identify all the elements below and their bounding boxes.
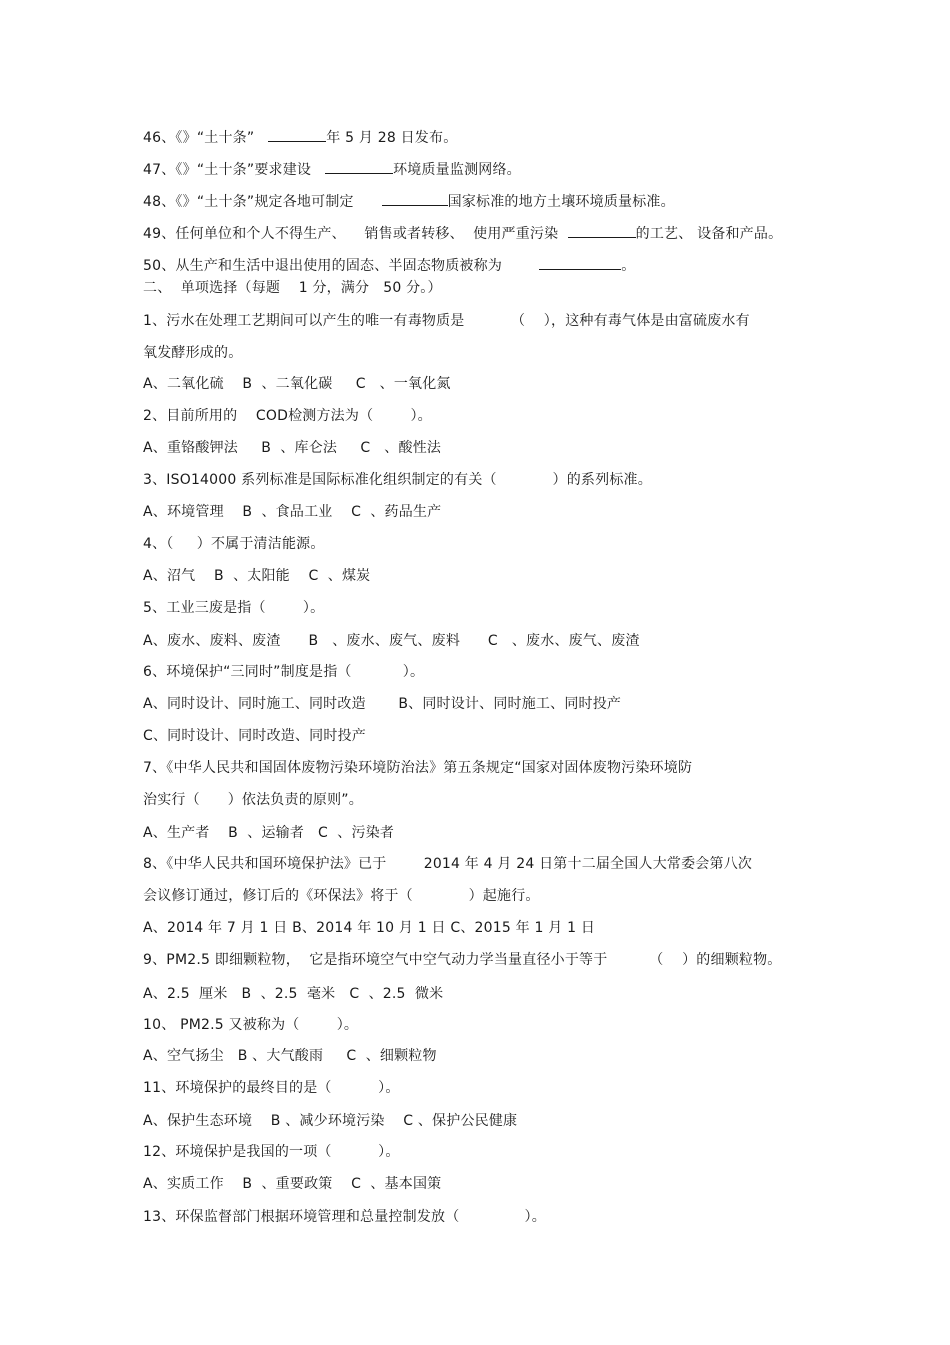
question-line: 2、目前所用的 COD检测方法为（ ）。: [143, 408, 432, 424]
fill-in-question-50: [143, 255, 635, 275]
answer-options: A、二氧化硫 B 、二氧化碳 C 、一氧化氮: [143, 376, 451, 392]
fill-in-question-48: [143, 191, 675, 211]
answer-options: A、沼气 B 、太阳能 C 、煤炭: [143, 568, 371, 584]
answer-blank: [568, 223, 636, 238]
question-line: 9、PM2.5 即细颗粒物， 它是指环境空气中空气动力学当量直径小于等于 （ ）的细颗粒物。: [143, 952, 782, 968]
question-line: 治实行（ ）依法负责的原则”。: [143, 792, 363, 808]
answer-options: A、废水、废料、废渣 B 、废水、废气、废料 C 、废水、废气、废渣: [143, 633, 640, 649]
question-line: 11、环境保护的最终目的是（ ）。: [143, 1080, 400, 1096]
answer-options: A、2.5 厘米 B 、2.5 毫米 C 、2.5 微米: [143, 986, 444, 1002]
question-line: 1、污水在处理工艺期间可以产生的唯一有毒物质是 （ ），这种有毒气体是由富硫废水有: [143, 313, 750, 329]
answer-blank: [539, 255, 621, 270]
question-text: 46、《》“土十条”: [143, 130, 269, 146]
answer-options: A、保护生态环境 B 、减少环境污染 C 、保护公民健康: [143, 1113, 518, 1129]
question-text: 年 5 月 28 日发布。: [326, 130, 458, 146]
answer-blank: [382, 191, 448, 206]
question-text: 48、《》“土十条”规定各地可制定: [143, 194, 382, 210]
answer-options: A、同时设计、同时施工、同时改造 B、同时设计、同时施工、同时投产: [143, 696, 622, 712]
question-line: 氧发酵形成的。: [143, 345, 243, 361]
question-line: 会议修订通过，修订后的《环保法》将于（ ）起施行。: [143, 888, 540, 904]
question-line: 5、工业三废是指（ ）。: [143, 600, 325, 616]
question-text: 。: [621, 258, 636, 274]
question-line: 3、ISO14000 系列标准是国际标准化组织制定的有关（ ）的系列标准。: [143, 472, 652, 488]
question-line: 7、《中华人民共和国固体废物污染环境防治法》第五条规定“国家对固体废物污染环境防: [143, 760, 693, 776]
answer-blank: [268, 127, 326, 142]
answer-options: A、空气扬尘 B 、大气酸雨 C 、细颗粒物: [143, 1048, 437, 1064]
answer-options: A、生产者 B 、运输者 C 、污染者: [143, 825, 395, 841]
answer-options: C、同时设计、同时改造、同时投产: [143, 728, 366, 744]
question-line: 13、环保监督部门根据环境管理和总量控制发放（ ）。: [143, 1209, 546, 1225]
question-line: 10、 PM2.5 又被称为（ ）。: [143, 1017, 359, 1033]
question-text: 的工艺、 设备和产品。: [635, 226, 783, 242]
fill-in-question-49: [143, 223, 782, 243]
question-text: 49、任何单位和个人不得生产、 销售或者转移、 使用严重污染: [143, 226, 568, 242]
answer-blank: [325, 159, 393, 174]
question-line: 8、《中华人民共和国环境保护法》已于 2014 年 4 月 24 日第十二届全国人大常委会第八次: [143, 856, 753, 872]
question-text: 国家标准的地方土壤环境质量标准。: [447, 194, 675, 210]
section-header: 二、 单项选择（每题 1 分，满分 50 分。）: [143, 280, 442, 296]
fill-in-question-47: [143, 159, 521, 179]
fill-in-question-46: [143, 127, 457, 147]
answer-options: A、实质工作 B 、重要政策 C 、基本国策: [143, 1176, 442, 1192]
question-line: 4、（ ）不属于清洁能源。: [143, 536, 325, 552]
answer-options: A、环境管理 B 、食品工业 C 、药品生产: [143, 504, 442, 520]
question-line: 6、环境保护“三同时”制度是指（ ）。: [143, 664, 425, 680]
question-text: 50、从生产和生活中退出使用的固态、半固态物质被称为: [143, 258, 540, 274]
question-text: 47、《》“土十条”要求建设: [143, 162, 326, 178]
answer-options: A、重铬酸钾法 B 、库仑法 C 、酸性法: [143, 440, 442, 456]
question-line: 12、环境保护是我国的一项（ ）。: [143, 1144, 400, 1160]
question-text: 环境质量监测网络。: [393, 162, 521, 178]
answer-options: A、2014 年 7 月 1 日 B、2014 年 10 月 1 日 C、2015 年 1 月 1 日: [143, 920, 596, 936]
